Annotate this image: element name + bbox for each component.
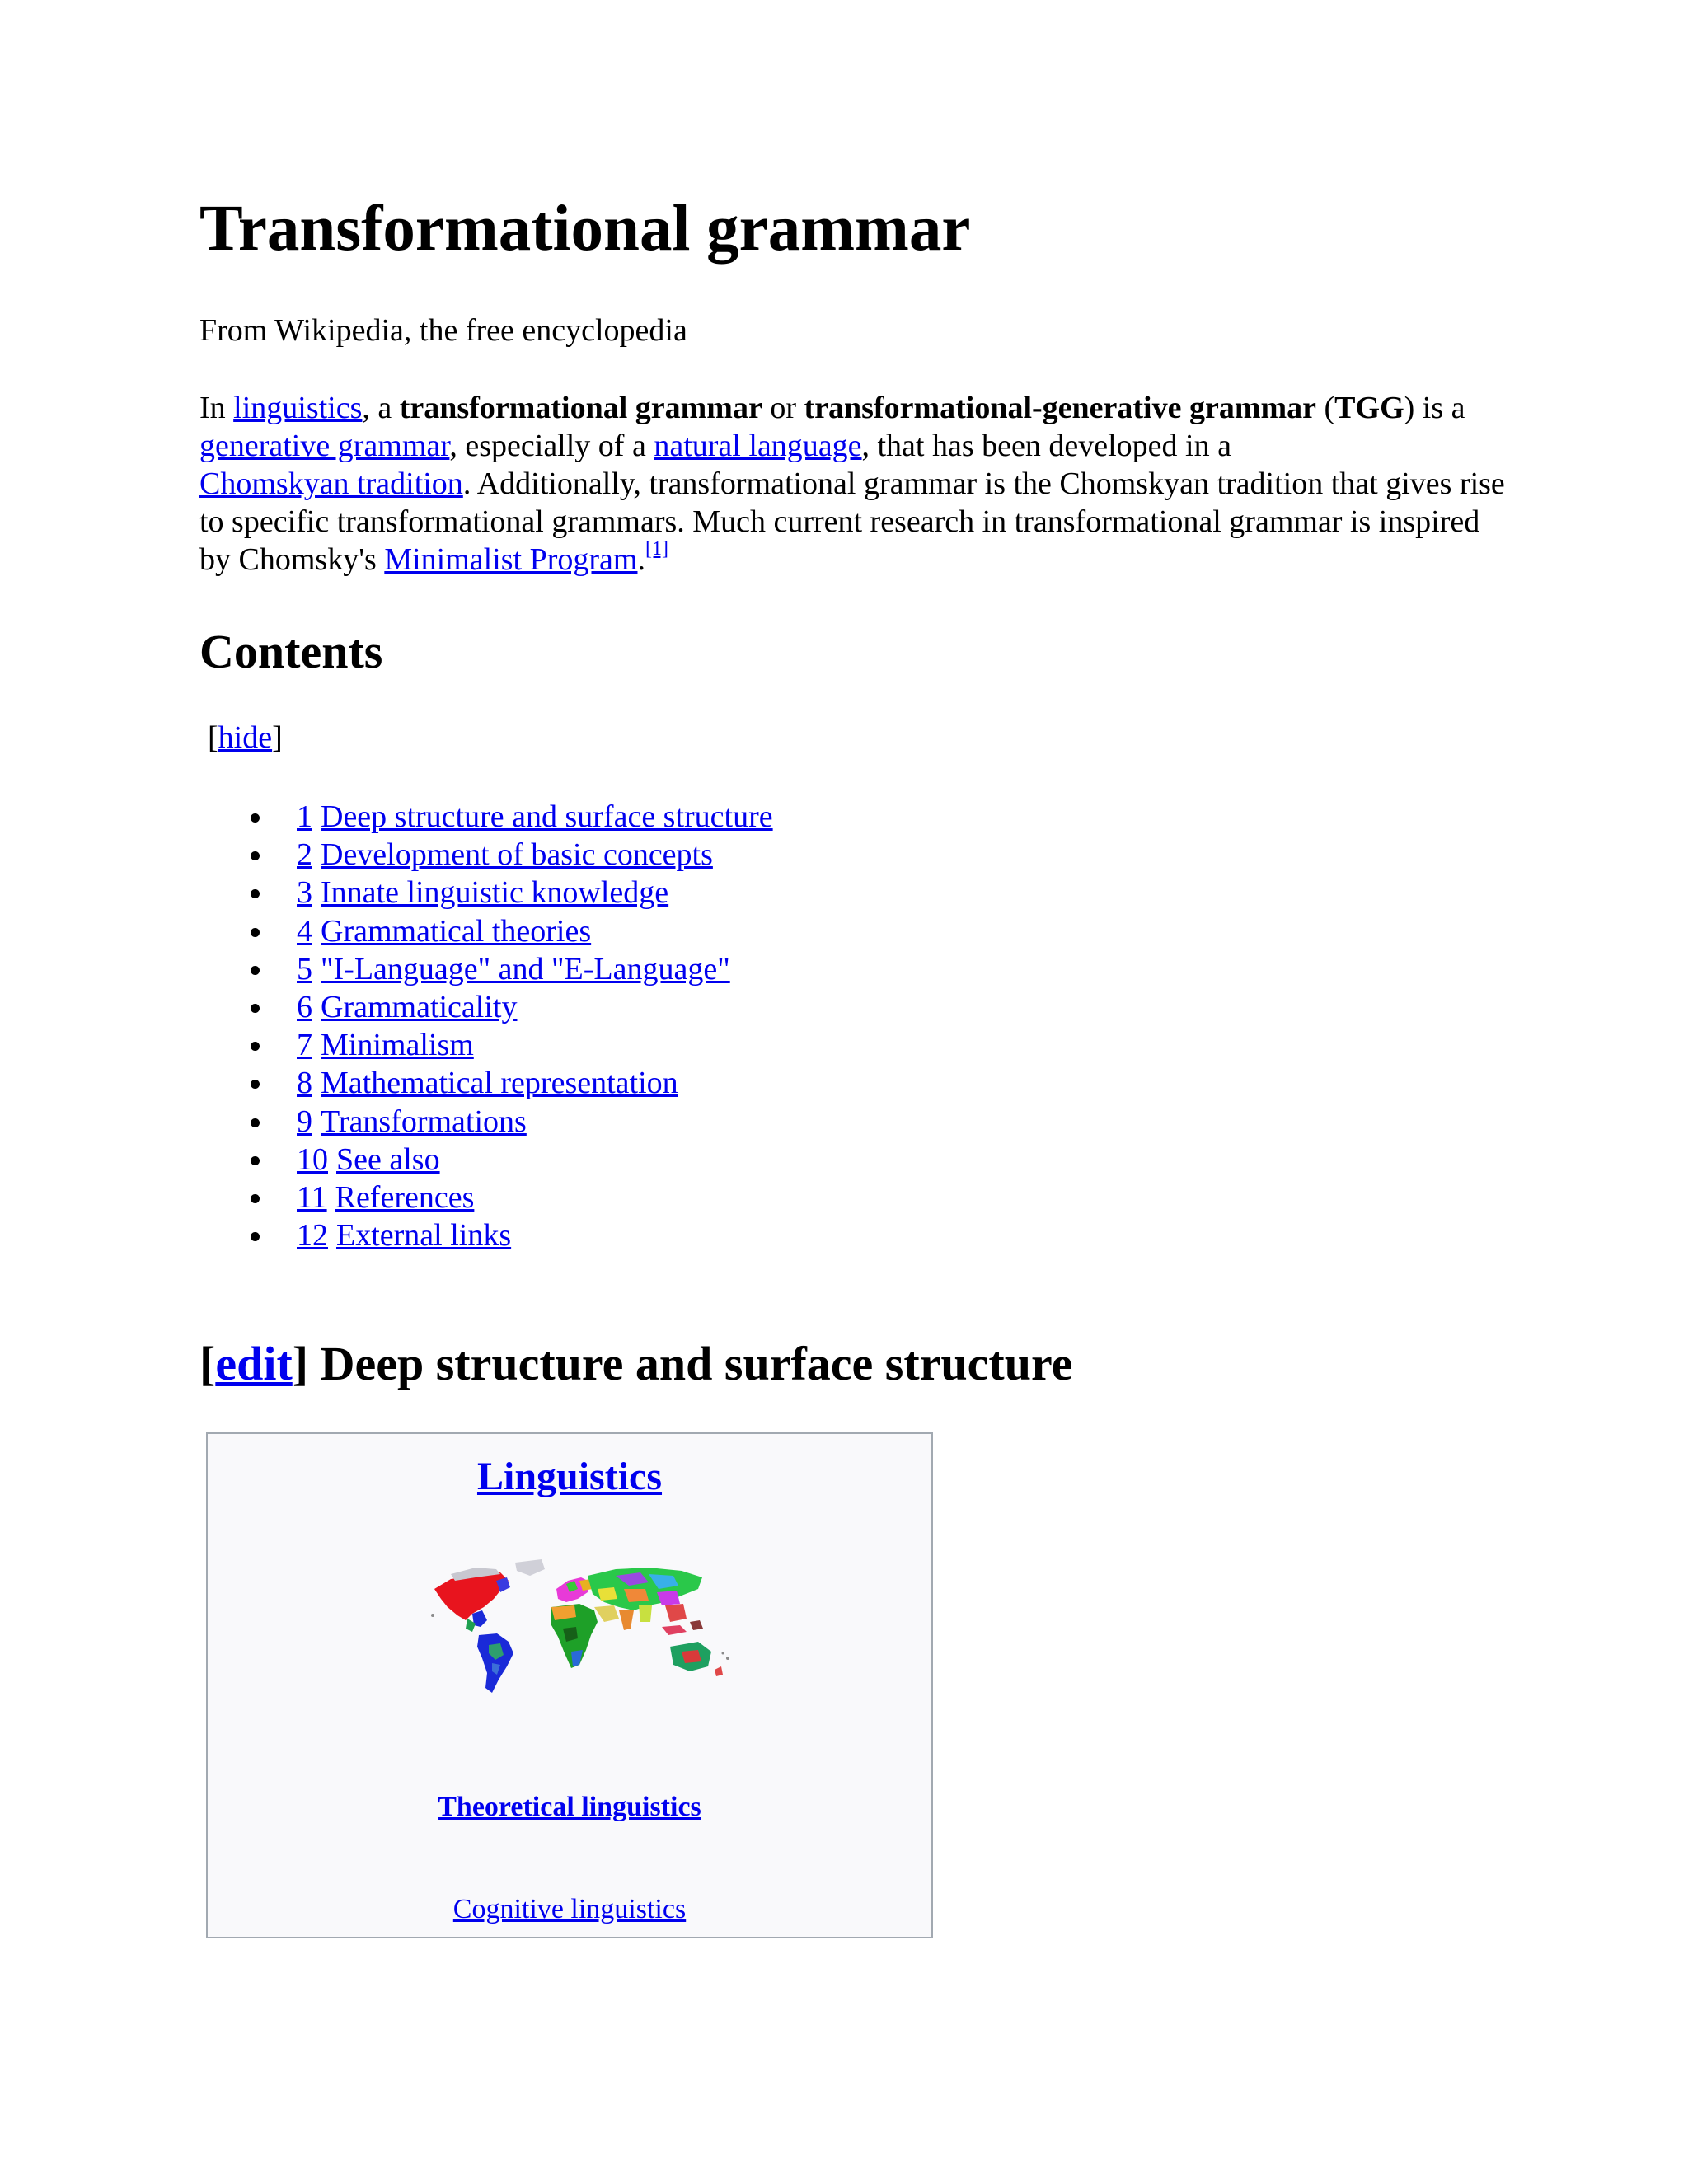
edit-section-link[interactable]: edit <box>215 1337 293 1390</box>
toc-link[interactable]: 9 Transformations <box>297 1104 527 1139</box>
site-subtitle: From Wikipedia, the free encyclopedia <box>199 313 687 348</box>
page-title: Transformational grammar <box>199 193 971 265</box>
bullet-icon <box>251 966 260 975</box>
link-natural-language[interactable]: natural language <box>654 429 862 463</box>
bullet-icon <box>251 1004 260 1013</box>
toc-link[interactable]: 4 Grammatical theories <box>297 913 592 949</box>
toc-item <box>199 950 773 988</box>
bracket: [ <box>208 720 218 755</box>
toc-link[interactable]: 2 Development of basic concepts <box>297 837 713 873</box>
toc-link[interactable]: 6 Grammaticality <box>297 989 518 1024</box>
toc-item <box>199 1103 773 1141</box>
linguistics-infobox <box>206 1432 933 1938</box>
intro-text: ( <box>1316 391 1335 425</box>
toc-item <box>199 1026 773 1064</box>
bullet-icon <box>251 1232 260 1241</box>
intro-text: . <box>637 542 645 577</box>
reference-link[interactable]: [1] <box>645 538 668 560</box>
contents-heading: Contents <box>199 625 383 678</box>
intro-text: , that has been developed in a <box>861 429 1231 463</box>
bullet-icon <box>251 928 260 937</box>
toc-link[interactable]: 10 See also <box>297 1141 440 1177</box>
toc-link[interactable]: 1 Deep structure and surface structure <box>297 799 773 834</box>
infobox-subheading-link[interactable]: Theoretical linguistics <box>438 1792 701 1822</box>
toc-link[interactable]: 7 Minimalism <box>297 1028 474 1063</box>
infobox-cognitive-link[interactable]: Cognitive linguistics <box>452 1894 687 1924</box>
toc-item <box>199 1064 773 1102</box>
bullet-icon <box>251 1118 260 1127</box>
toc-link[interactable]: 5 "I-Language" and "E-Language" <box>297 951 730 987</box>
toc-item <box>199 912 773 950</box>
link-minimalist-program[interactable]: Minimalist Program <box>384 542 638 577</box>
intro-text: . Additionally, transformational grammar is the Chomskyan tradition that gives rise to specific transformational grammars. Much current research in transformational grammar is inspired by Chomsky's <box>199 466 1505 577</box>
toc-toggle <box>208 722 283 753</box>
toc-item <box>199 988 773 1026</box>
toc-link[interactable]: 11 References <box>297 1179 475 1215</box>
intro-bold-term: TGG <box>1334 391 1404 425</box>
bullet-icon <box>251 889 260 898</box>
toc-item <box>199 874 773 912</box>
bracket: ] <box>272 720 283 755</box>
toc-item <box>199 798 773 836</box>
hide-toc-link[interactable]: hide <box>218 720 273 755</box>
infobox-title-link[interactable]: Linguistics <box>476 1455 663 1498</box>
intro-text: , especially of a <box>449 429 654 463</box>
toc-link[interactable]: 8 Mathematical representation <box>297 1066 678 1101</box>
bullet-icon <box>251 1156 260 1165</box>
toc-item <box>199 1141 773 1179</box>
section-title: Deep structure and surface structure <box>308 1337 1073 1390</box>
intro-text: , a <box>362 391 400 425</box>
toc-link[interactable]: 12 External links <box>297 1218 512 1254</box>
intro-text: or <box>762 391 804 425</box>
bracket: ] <box>292 1337 309 1390</box>
section-heading <box>199 1337 1073 1390</box>
toc-item <box>199 836 773 874</box>
intro-text: In <box>199 391 234 425</box>
bullet-icon <box>251 1194 260 1203</box>
intro-text: ) is a <box>1404 391 1465 425</box>
link-generative-grammar[interactable]: generative grammar <box>199 429 450 463</box>
bullet-icon <box>251 813 260 823</box>
bracket: [ <box>199 1337 216 1390</box>
toc-item <box>199 1216 773 1254</box>
toc-item <box>199 1179 773 1216</box>
intro-bold-term: transformational grammar <box>399 391 762 425</box>
toc-link[interactable]: 3 Innate linguistic knowledge <box>297 875 669 911</box>
table-of-contents <box>199 798 773 1254</box>
link-chomskyan-tradition[interactable]: Chomskyan tradition <box>199 466 463 501</box>
world-map-icon <box>418 1556 731 1704</box>
bullet-icon <box>251 1042 260 1051</box>
intro-paragraph <box>199 389 1518 579</box>
link-linguistics[interactable]: linguistics <box>233 391 363 425</box>
intro-bold-term: transformational-generative grammar <box>804 391 1317 425</box>
bullet-icon <box>251 1080 260 1089</box>
bullet-icon <box>251 851 260 860</box>
